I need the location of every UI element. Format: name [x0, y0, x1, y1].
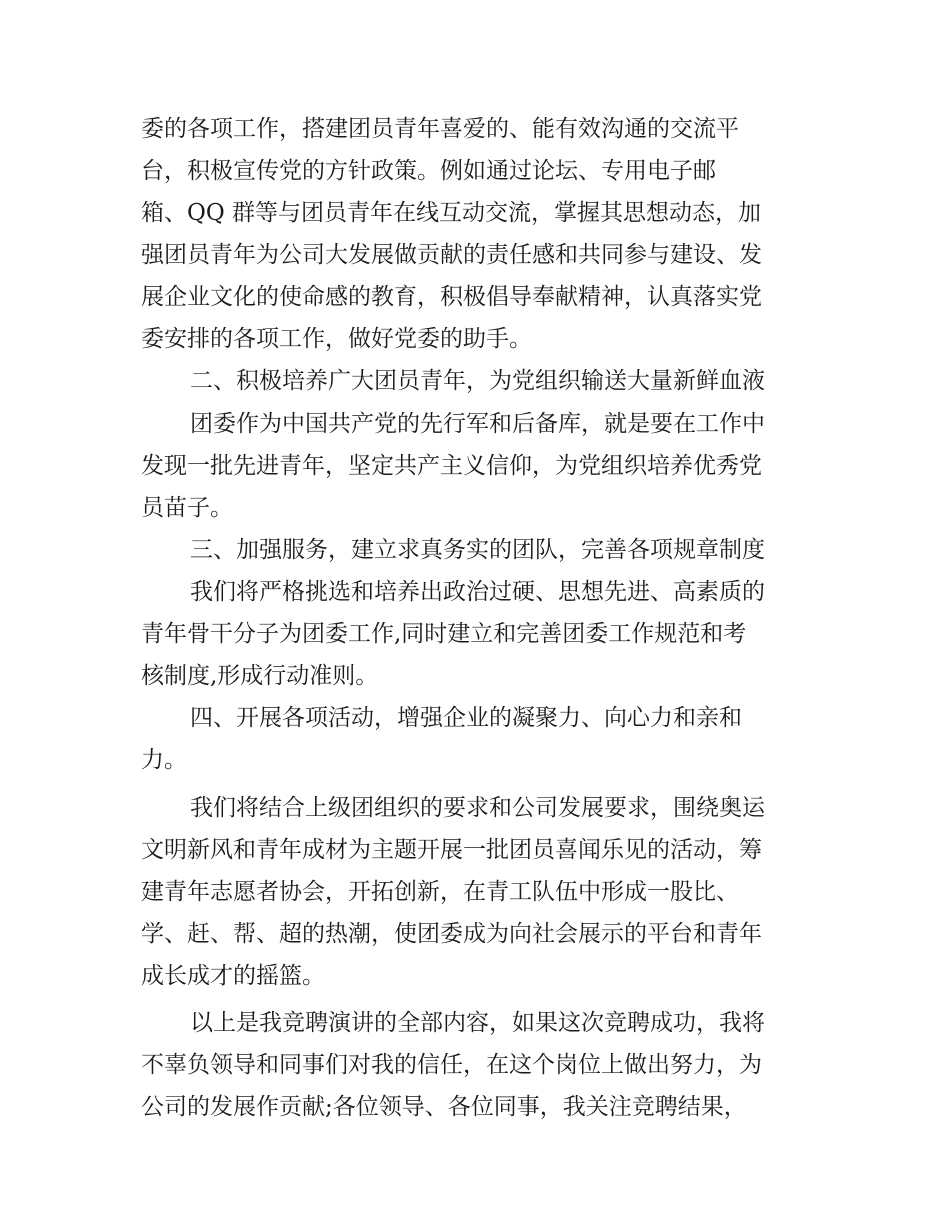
text-line: 员苗子。 — [141, 495, 233, 521]
text-line: 学、赶、帮、超的热潮，使团委成为向社会展示的平台和青年 — [141, 921, 762, 947]
text-line: 以上是我竞聘演讲的全部内容，如果这次竞聘成功，我将 — [190, 1010, 765, 1036]
text-line: 发现一批先进青年，坚定共产主义信仰，为党组织培养优秀党 — [141, 453, 762, 479]
text-line: 核制度,形成行动准则。 — [141, 663, 379, 689]
text-line: 委安排的各项工作，做好党委的助手。 — [141, 326, 532, 352]
text-line: 委的各项工作，搭建团员青年喜爱的、能有效沟通的交流平 — [141, 116, 739, 142]
text-line: 不辜负领导和同事们对我的信任，在这个岗位上做出努力，为 — [141, 1052, 762, 1078]
text-line: 建青年志愿者协会，开拓创新，在青工队伍中形成一股比、 — [141, 879, 739, 905]
text-line: 团委作为中国共产党的先行军和后备库，就是要在工作中 — [190, 411, 765, 437]
text-line: 青年骨干分子为团委工作,同时建立和完善团委工作规范和考 — [141, 621, 747, 647]
section-heading: 四、开展各项活动，增强企业的凝聚力、向心力和亲和 — [190, 705, 742, 731]
text-line: 强团员青年为公司大发展做贡献的责任感和共同参与建设、发 — [141, 242, 762, 268]
text-line: 力。 — [141, 747, 187, 773]
text-line: 台，积极宣传党的方针政策。例如通过论坛、专用电子邮 — [141, 158, 716, 184]
text-line: 我们将严格挑选和培养出政治过硬、思想先进、高素质的 — [190, 579, 765, 605]
text-line: 箱、QQ 群等与团员青年在线互动交流，掌握其思想动态，加 — [141, 200, 762, 226]
text-line: 展企业文化的使命感的教育，积极倡导奉献精神，认真落实党 — [141, 284, 762, 310]
section-heading: 三、加强服务，建立求真务实的团队，完善各项规章制度 — [190, 537, 765, 563]
section-heading: 二、积极培养广大团员青年，为党组织输送大量新鲜血液 — [190, 368, 765, 394]
text-line: 公司的发展作贡献;各位领导、各位同事，我关注竞聘结果， — [141, 1094, 747, 1120]
text-line: 我们将结合上级团组织的要求和公司发展要求，围绕奥运 — [190, 795, 765, 821]
text-line: 文明新风和青年成材为主题开展一批团员喜闻乐见的活动，筹 — [141, 837, 762, 863]
text-line: 成长成才的摇篮。 — [141, 963, 325, 989]
